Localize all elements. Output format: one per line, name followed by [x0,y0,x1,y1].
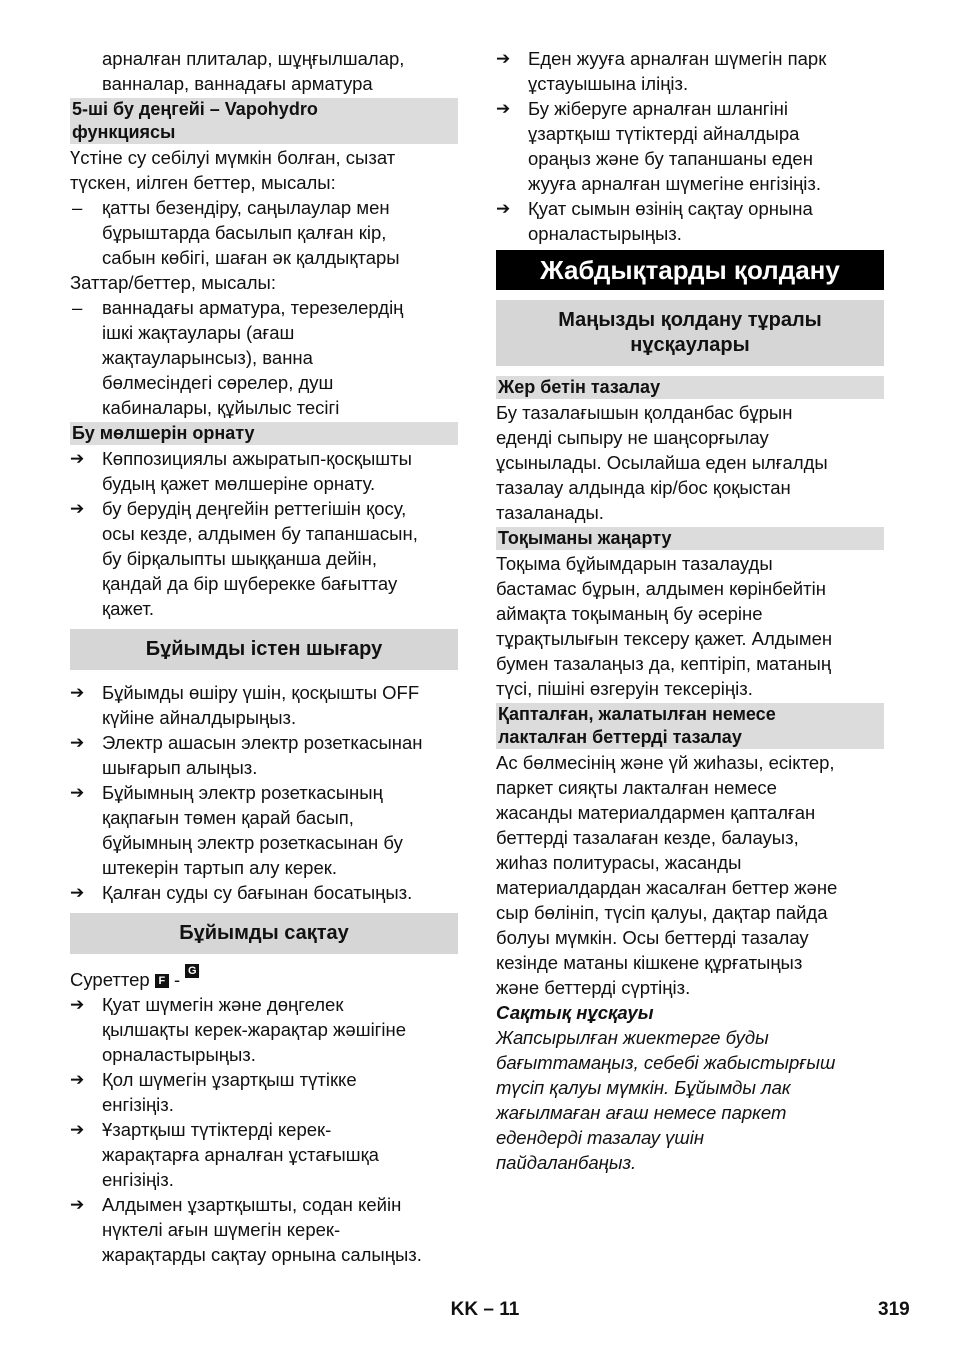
coated-surfaces-text: Ас бөлмесінің және үй жиһазы, есіктер, паркет сияқты лакталған немесе жасанды материалдармен қапталған беттерді тазалаған кезде, балауыз, жиһаз политурасы, жасанды материалдардан жасалған беттер және сыр бөлініп, түсіп қалуы, дақтар пайда болуы мүмкін. Осы беттерді тазалау кезінде матаны кішкене құрғатыңыз және беттерді сүртіңіз. [496,752,838,998]
right-column [496,46,884,1175]
footer-page-number: 319 [878,1299,910,1320]
heading-using-accessories: Жабдықтарды қолдану [496,250,884,290]
heading-coated-surfaces: Қапталған, жалатылған немесе лакталған беттерді тазалау [496,703,884,749]
storage-step: ➔ Қол шүмегін ұзартқыш түтікке енгізіңіз. [70,1067,458,1117]
storage-step: ➔ Ұзартқыш түтіктерді керек- жарақтарға арналған ұстағышқа енгізіңіз. [70,1117,458,1192]
shutdown-step: ➔ Қалған суды су бағынан босатыңыз. [70,880,458,905]
level5-items-label: Заттар/беттер, мысалы: [70,272,276,293]
steam-amount-step: ➔ бу берудің деңгейін реттегішін қосу, осы кезде, алдымен бу тапаншасын, бу бірқалыпты шыққанша дейін, қандай да бір шүберекке бағыттау қажет. [70,496,458,621]
storage-step: ➔ Алдымен ұзартқышты, содан кейін нүктелі ағын шүмегін керек- жарақтарды сақтау орнына салыңыз. [70,1192,458,1267]
storage-step: ➔ Еден жууға арналған шүмегін парк ұстауышына іліңіз. [496,46,884,96]
left-column [70,46,458,1267]
level5-dash-item: – ваннадағы арматура, терезелердің ішкі жақтаулары (ағаш жақтауларынсыз), ванна бөлмесіндегі сөрелер, душ кабиналары, құйылыс тесігі [70,295,458,420]
caution-title: Сақтық нұсқауы [496,1002,654,1023]
shutdown-step: ➔ Бұйымды өшіру үшін, қосқышты OFF күйіне айналдырыңыз. [70,680,458,730]
footer-section-code: KK – 11 [450,1299,520,1320]
heading-floor-cleaning: Жер бетін тазалау [496,376,884,399]
level5-dash-item: – қатты безендіру, саңылаулар мен бұрыштарда басылып қалған кір, сабын көбігі, шаған әк қалдықтары [70,195,458,270]
shutdown-step: ➔ Электр ашасын электр розеткасынан шығарып алыңыз. [70,730,458,780]
heading-shutdown: Бұйымды істен шығару [70,629,458,670]
storage-figures-ref: Суреттер F - G [70,964,458,992]
steam-amount-step: ➔ Көппозициялы ажыратып-қосқышты будың қажет мөлшеріне орнату. [70,446,458,496]
storage-step: ➔ Қуат сымын өзінің сақтау орнына орналастырыңыз. [496,196,884,246]
figure-g-icon: G [185,964,199,978]
heading-steam-level-5: 5-ші бу деңгейі – Vapohydro функциясы [70,98,458,144]
heading-important-notes: Маңызды қолдану тұралы нұсқаулары [496,300,884,366]
figure-f-icon: F [155,974,169,988]
heading-textile-refresh: Тоқыманы жаңарту [496,527,884,550]
storage-step: ➔ Бу жіберуге арналған шлангіні ұзартқыш түтіктерді айналдыра ораңыз және бу тапаншаны еден жууға арналған шүмегіне енгізіңіз. [496,96,884,196]
heading-steam-amount: Бу мөлшерін орнату [70,422,458,445]
intro-text: арналған плиталар, шұңғылшалар, ванналар, ваннадағы арматура [102,48,405,94]
caution-text: Жапсырылған жиектерге буды бағыттамаңыз, себебі жабыстырғыш түсіп қалуы мүмкін. Бұйымды лак жағылмаған ағаш немесе паркет едендерді тазалау үшін пайдаланбаңыз. [496,1027,836,1173]
shutdown-step: ➔ Бұйымның электр розеткасының қақпағын төмен қарай басып, бұйымның электр розеткасынан бу штекерін тартып алу керек. [70,780,458,880]
floor-cleaning-text: Бу тазалағышын қолданбас бұрын еденді сыпыру не шаңсорғылау ұсынылады. Осылайша еден ылғалды тазалау алдында кір/бос қоқыстан тазаланады. [496,402,828,523]
heading-storage: Бұйымды сақтау [70,913,458,954]
level5-intro: Үстіне су себілуі мүмкін болған, сызат түскен, иілген беттер, мысалы: [70,147,396,193]
textile-refresh-text: Тоқыма бұйымдарын тазалауды бастамас бұрын, алдымен көрінбейтін аймақта тоқыманың бу әсеріне тұрақтылығын тексеру қажет. Алдымен бумен тазалаңыз да, кептіріп, матаның түсі, пішіні өзгеруін тексеріңіз. [496,553,833,699]
storage-step: ➔ Қуат шүмегін және дөңгелек қылшақты керек-жарақтар жәшігіне орналастырыңыз. [70,992,458,1067]
